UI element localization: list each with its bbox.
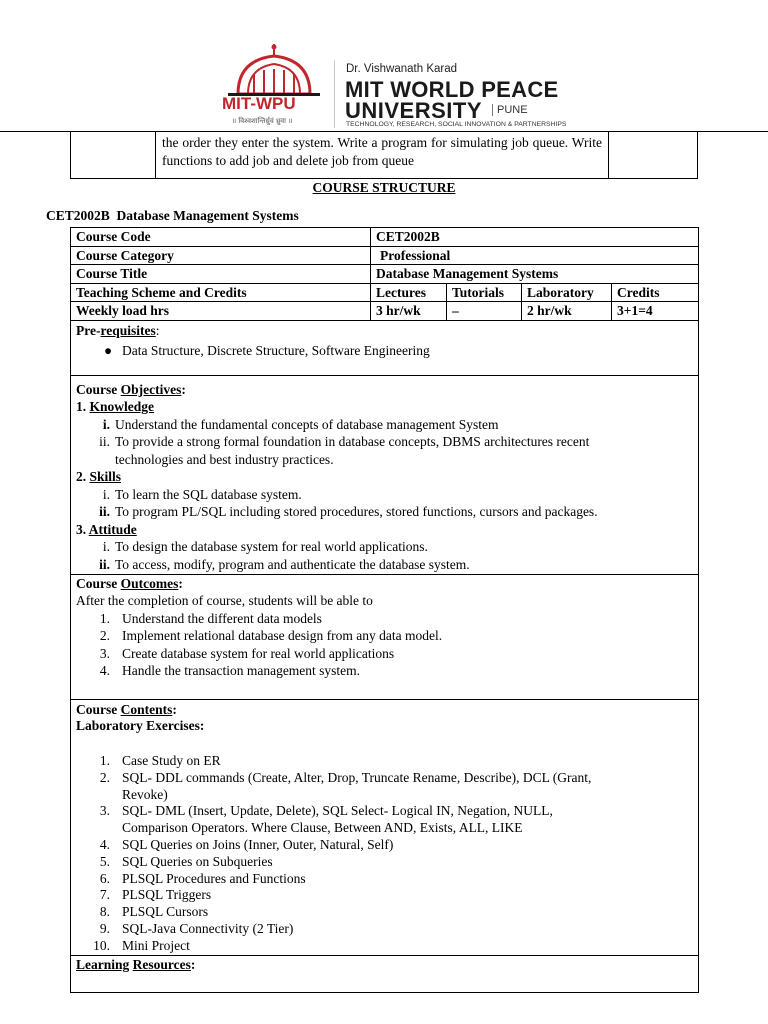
list-item — [76, 416, 693, 434]
list-item — [76, 538, 693, 556]
prereq-label-b: requisites — [100, 322, 156, 338]
skills-number: 2. — [76, 469, 87, 484]
table-row — [71, 699, 699, 955]
item-text: To program PL/SQL including stored procedures, stored functions, cursors and packages. — [115, 504, 598, 519]
attitude-heading: Attitude — [88, 521, 137, 537]
list-item — [76, 837, 693, 854]
objectives-cell — [71, 375, 699, 574]
list-item — [76, 339, 693, 360]
continuation-text: the order they enter the system. Write a program for simulating job queue. Write functions to add job and delete job from queue — [162, 135, 602, 168]
item-text: SQL Queries on Subqueries — [122, 853, 273, 869]
logo-motto: ॥ विश्वशान्तिर्ध्रुवं ध्रुवा ॥ — [232, 117, 293, 125]
objectives-label-a: Course — [76, 381, 118, 397]
contents-colon: : — [172, 701, 177, 717]
outcomes-colon: : — [178, 575, 183, 591]
list-item — [76, 820, 693, 837]
table-row — [71, 955, 699, 992]
list-item — [76, 871, 693, 888]
laboratory-value: 2 hr/wk — [522, 302, 612, 321]
course-code-value: CET2002B — [371, 228, 699, 247]
knowledge-heading: Knowledge — [89, 399, 155, 414]
item-number: 1. — [99, 610, 110, 626]
outcomes-intro: After the completion of course, students will be able to — [76, 593, 373, 608]
course-title-label: Course Title — [71, 265, 371, 284]
course-code-label: Course Code — [71, 228, 371, 247]
university-name-line1: MIT WORLD PEACE — [345, 77, 559, 102]
bullet-icon: ● — [104, 343, 113, 358]
resources-label-b: Resources — [132, 956, 191, 972]
item-number: 5. — [99, 853, 110, 869]
contents-label-b: Contents — [120, 701, 173, 717]
item-text: Mini Project — [122, 937, 190, 953]
table-row — [71, 574, 699, 699]
list-item — [76, 938, 693, 955]
dome-logo-icon — [218, 42, 330, 98]
course-title-value: Database Management Systems — [371, 265, 699, 284]
item-number: i. — [102, 416, 110, 432]
list-item — [76, 610, 693, 628]
resources-label-a: Learning — [76, 956, 130, 972]
lab-exercises-heading: Laboratory Exercises: — [76, 718, 205, 734]
teaching-scheme-label: Teaching Scheme and Credits — [71, 283, 371, 302]
list-item — [76, 486, 693, 504]
item-number: 8. — [99, 904, 110, 920]
skills-heading: Skills — [89, 469, 122, 484]
table-row — [71, 265, 699, 284]
list-item — [76, 803, 693, 820]
item-number: 4. — [99, 837, 110, 853]
course-title-line: CET2002B Database Management Systems — [46, 208, 299, 223]
logo-divider — [334, 60, 335, 128]
item-number: 6. — [99, 870, 110, 886]
item-number: 7. — [99, 887, 110, 903]
founder-name: Dr. Vishwanath Karad — [346, 63, 458, 75]
list-item — [76, 503, 693, 521]
list-item — [76, 753, 693, 770]
prereq-item: Data Structure, Discrete Structure, Software Engineering — [122, 343, 430, 358]
item-text: Understand the different data models — [122, 610, 322, 626]
list-item — [76, 433, 693, 451]
outcomes-label-b: Outcomes — [120, 575, 179, 591]
credits-value: 3+1=4 — [612, 302, 699, 321]
weekly-load-label: Weekly load hrs — [71, 302, 371, 321]
course-structure-table — [70, 227, 699, 993]
laboratory-header: Laboratory — [522, 283, 612, 302]
course-category-value: Professional — [371, 246, 699, 265]
table-row — [71, 228, 699, 247]
attitude-number: 3. — [76, 521, 87, 537]
list-item — [76, 451, 693, 469]
resources-colon: : — [190, 956, 196, 972]
item-text: Revoke) — [122, 786, 168, 802]
item-number: 1. — [99, 753, 110, 769]
item-text: To access, modify, program and authenticate the database system. — [115, 556, 470, 572]
prerequisites-cell — [71, 320, 699, 375]
item-text: Case Study on ER — [122, 753, 221, 769]
item-number: ii. — [99, 434, 110, 449]
item-number: 2. — [99, 628, 110, 643]
objectives-colon: : — [181, 381, 186, 397]
item-number: 9. — [99, 921, 110, 937]
contents-label-a: Course — [76, 701, 118, 717]
lectures-header: Lectures — [371, 283, 447, 302]
list-item — [76, 770, 693, 787]
list-item — [76, 921, 693, 938]
item-text: SQL-Java Connectivity (2 Tier) — [122, 921, 294, 937]
item-number: ii. — [99, 556, 110, 572]
contents-cell — [71, 699, 699, 955]
item-text: PLSQL Cursors — [122, 904, 209, 920]
credits-header: Credits — [612, 283, 699, 302]
knowledge-number: 1. — [76, 399, 87, 414]
lectures-value: 3 hr/wk — [371, 302, 447, 321]
prereq-label-a: Pre- — [76, 322, 101, 338]
list-item — [76, 645, 693, 663]
list-item — [76, 887, 693, 904]
section-heading: COURSE STRUCTURE — [312, 180, 456, 195]
item-text: PLSQL Procedures and Functions — [122, 870, 306, 886]
item-text: Implement relational database design from any data model. — [122, 628, 443, 643]
item-text: PLSQL Triggers — [122, 887, 212, 903]
item-text: To provide a strong formal foundation in database concepts, DBMS architectures recent — [115, 434, 590, 449]
item-text: SQL- DDL commands (Create, Alter, Drop, Truncate Rename, Describe), DCL (Grant, — [122, 769, 592, 785]
item-text: To design the database system for real world applications. — [115, 539, 428, 554]
university-tagline: TECHNOLOGY, RESEARCH, SOCIAL INNOVATION & PARTNERSHIPS — [346, 121, 567, 128]
item-number: i. — [102, 539, 110, 554]
outcomes-label-a: Course — [76, 575, 118, 591]
list-item — [76, 627, 693, 645]
table-row — [71, 320, 699, 375]
university-name-line2: UNIVERSITY — [345, 98, 483, 123]
previous-table-continuation — [70, 131, 698, 179]
list-item — [76, 904, 693, 921]
prereq-colon: : — [155, 322, 160, 338]
column-divider — [155, 131, 156, 178]
item-text: Handle the transaction management system. — [122, 663, 361, 678]
item-text: SQL- DML (Insert, Update, Delete), SQL Select- Logical IN, Negation, NULL, — [122, 803, 553, 819]
list-item — [76, 854, 693, 871]
objectives-label-b: Objectives — [120, 381, 182, 397]
logo-abbrev: MIT-WPU — [222, 94, 296, 113]
tutorials-value: – — [447, 302, 522, 321]
table-row — [71, 283, 699, 302]
item-number: 10. — [93, 937, 110, 953]
item-text: Understand the fundamental concepts of database management System — [115, 416, 499, 432]
table-row — [71, 375, 699, 574]
resources-cell — [71, 955, 699, 992]
list-item — [76, 662, 693, 680]
item-number: 3. — [99, 645, 110, 661]
item-number: 3. — [99, 803, 110, 819]
university-city: PUNE — [492, 104, 528, 116]
item-text: SQL Queries on Joins (Inner, Outer, Natural, Self) — [122, 837, 394, 853]
tutorials-header: Tutorials — [447, 283, 522, 302]
table-row — [71, 302, 699, 321]
course-category-label: Course Category — [71, 246, 371, 265]
item-number: ii. — [99, 504, 110, 519]
list-item — [76, 787, 693, 804]
item-number: 4. — [99, 663, 110, 678]
item-text: technologies and best industry practices. — [115, 451, 334, 467]
list-item — [76, 556, 693, 574]
column-divider — [608, 131, 609, 178]
item-number: i. — [102, 486, 110, 502]
item-text: Comparison Operators. Where Clause, Between AND, Exists, ALL, LIKE — [122, 820, 523, 836]
item-number: 2. — [99, 769, 110, 785]
table-row — [71, 246, 699, 265]
outcomes-cell — [71, 574, 699, 699]
item-text: Create database system for real world applications — [122, 645, 395, 661]
item-text: To learn the SQL database system. — [115, 486, 302, 502]
